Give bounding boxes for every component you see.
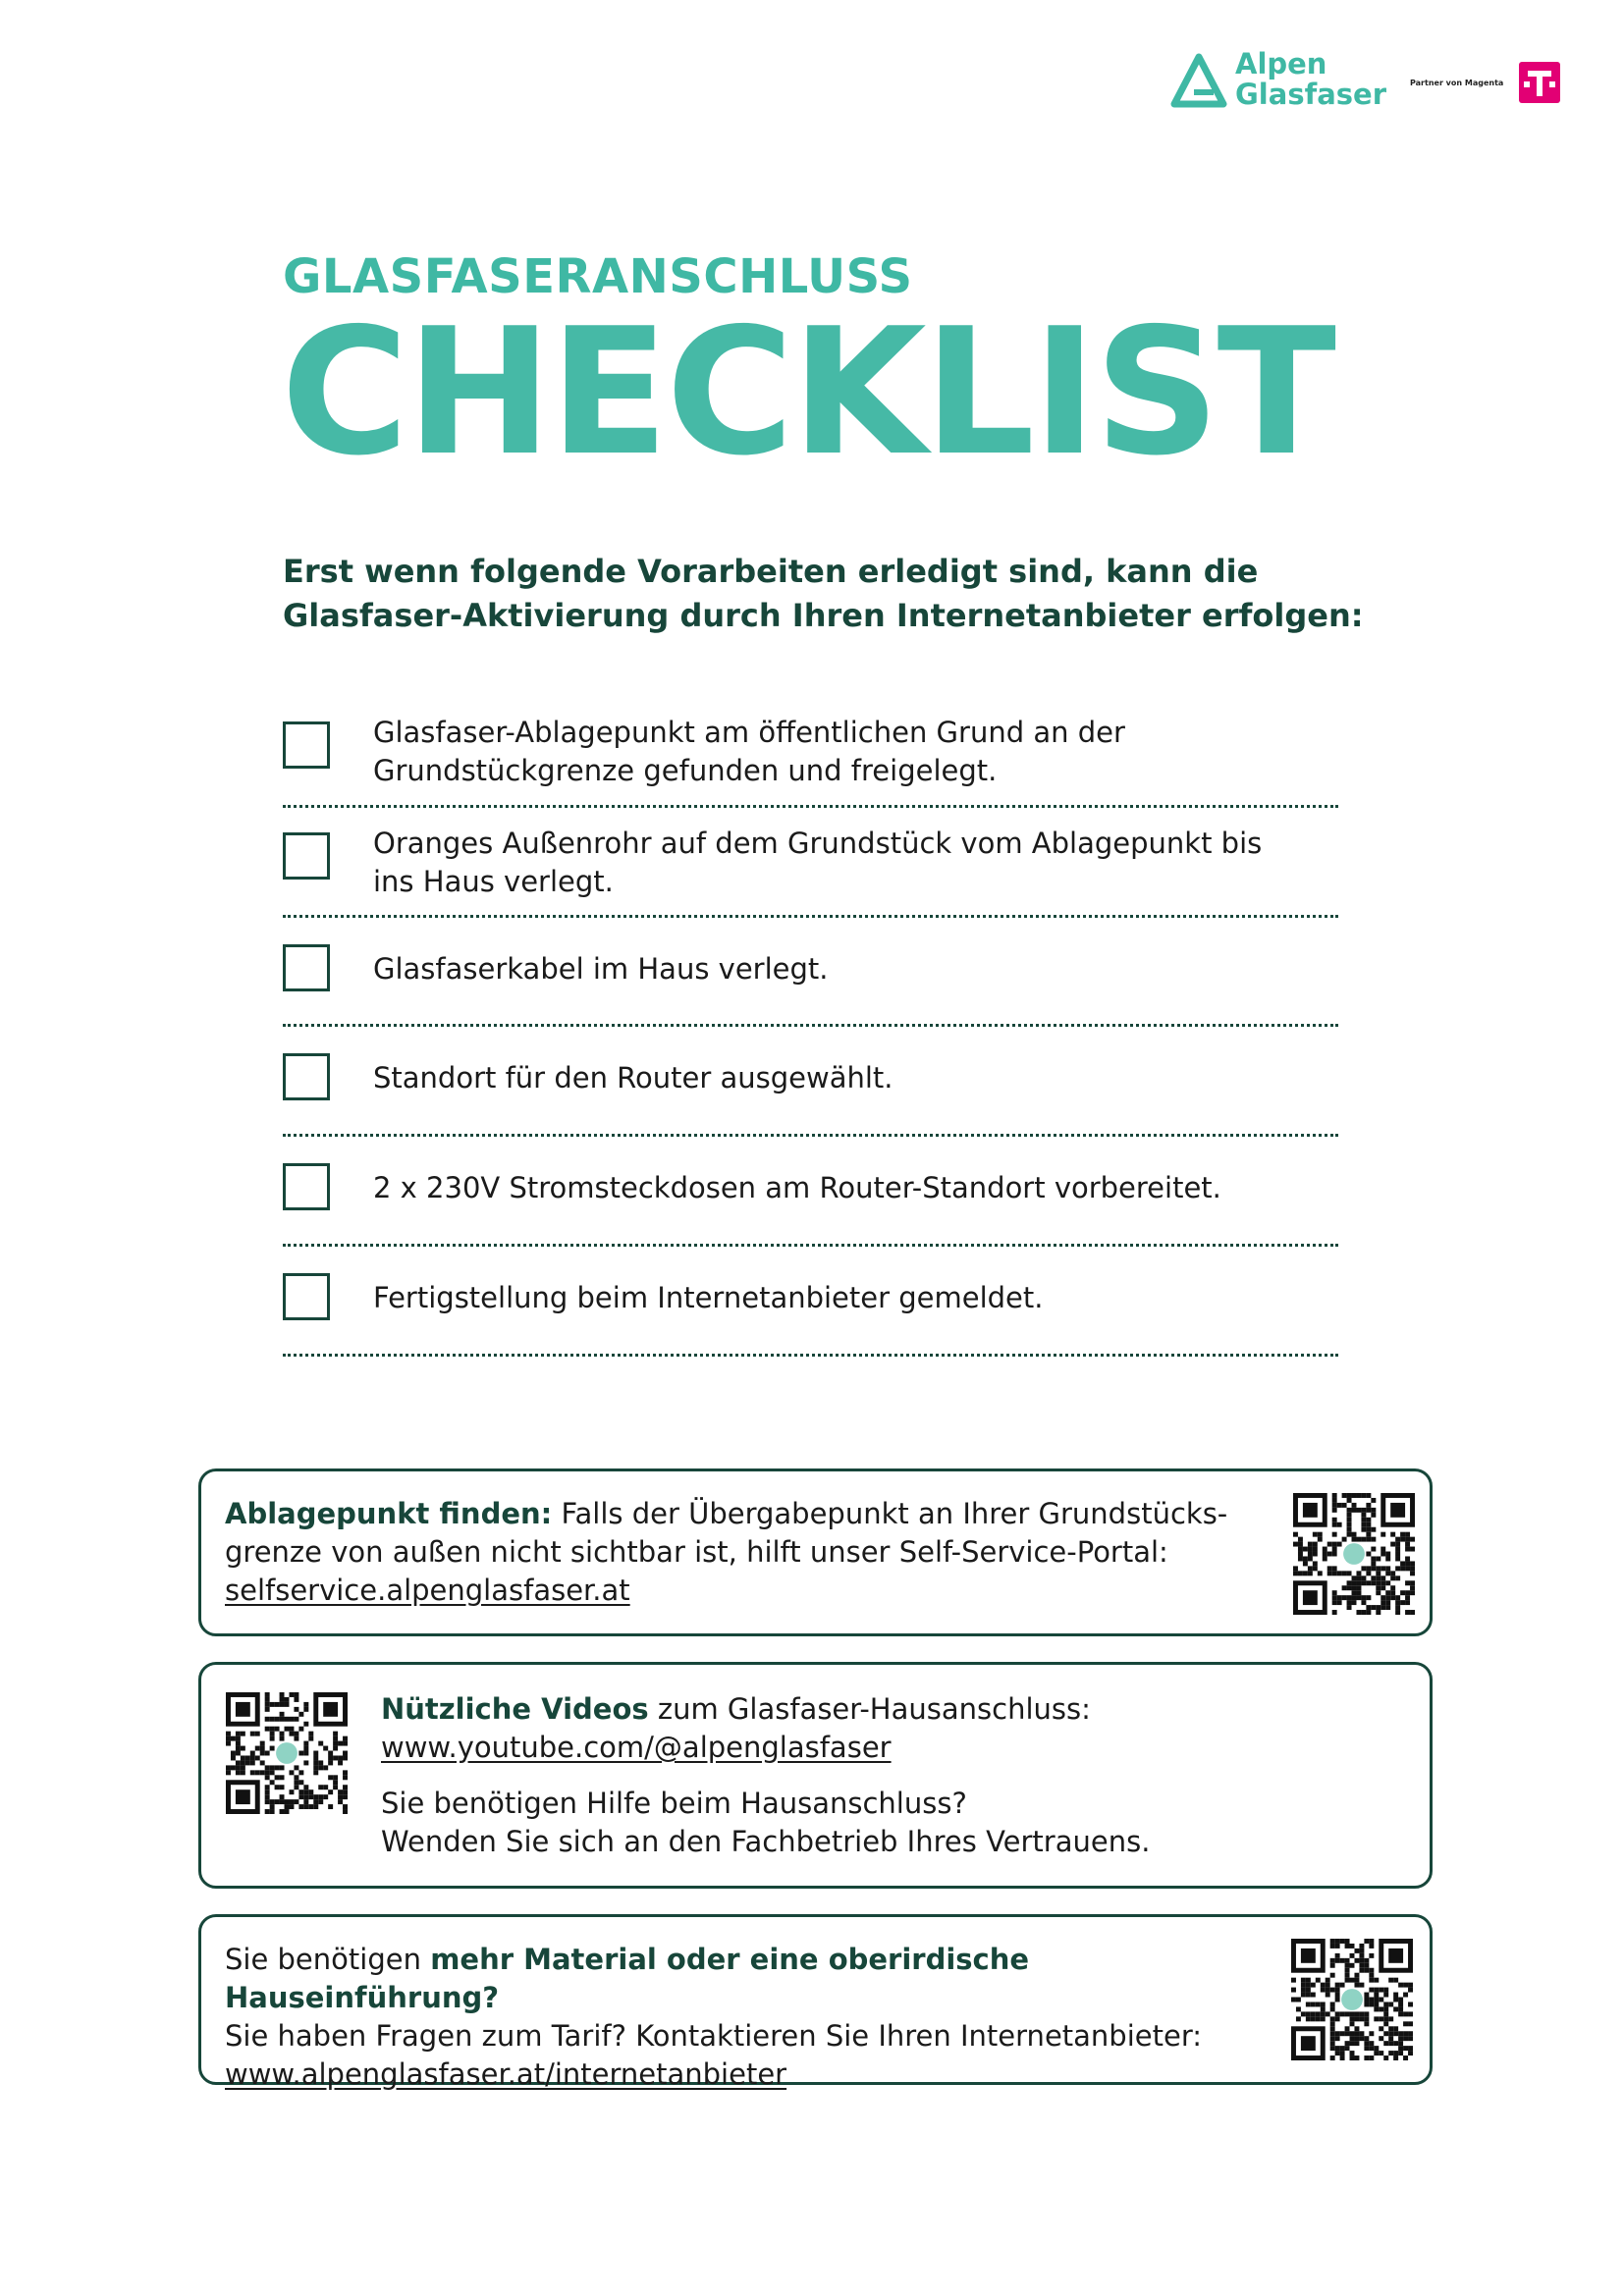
checklist-item	[283, 716, 1338, 798]
info-box-line: Sie benötigen	[225, 1943, 431, 1976]
qr-code-selfservice[interactable]	[1293, 1493, 1415, 1615]
info-box-text	[381, 1690, 1402, 1861]
internetanbieter-link[interactable]: www.alpenglasfaser.at/internetanbieter	[225, 2057, 787, 2091]
info-box-material	[198, 1914, 1433, 2091]
partner-text: Partner von Magenta	[1410, 79, 1504, 87]
checklist-item-text: Glasfaserkabel im Haus verlegt.	[373, 952, 829, 986]
checklist-item-line: Glasfaser-Ablagepunkt am öffentlichen Grund an der	[373, 716, 1125, 749]
info-box-line: Wenden Sie sich an den Fachbetrieb Ihres Vertrauens.	[381, 1825, 1151, 1858]
telekom-t-icon	[1519, 62, 1560, 103]
qr-code-internetanbieter[interactable]	[1291, 1939, 1413, 2060]
checklist-item-text: Fertigstellung beim Internetanbieter gemeldet.	[373, 1281, 1044, 1314]
info-box-line: Sie benötigen Hilfe beim Hausanschluss?	[381, 1787, 967, 1820]
checklist-item-text: 2 x 230V Stromsteckdosen am Router-Standort vorbereitet.	[373, 1171, 1221, 1204]
intro-line-2: Glasfaser-Aktivierung durch Ihren Internetanbieter erfolgen:	[283, 597, 1364, 634]
dotted-divider	[283, 1244, 1338, 1247]
info-box-heading: mehr Material oder eine oberirdische Hauseinführung?	[225, 1943, 1030, 2014]
youtube-link[interactable]: www.youtube.com/@alpenglasfaser	[381, 1731, 892, 1764]
logo-line-1: Alpen	[1235, 47, 1327, 80]
page-title: CHECKLIST	[281, 291, 1334, 494]
info-box-heading: Nützliche Videos	[381, 1692, 649, 1726]
checklist-item-line: Oranges Außenrohr auf dem Grundstück vom Ablagepunkt bis	[373, 827, 1263, 860]
intro-text	[283, 550, 1412, 638]
checkbox[interactable]	[283, 832, 330, 880]
logo-line-2: Glasfaser	[1235, 78, 1386, 111]
checklist-item-text	[373, 825, 1262, 901]
checklist-item	[283, 827, 1338, 909]
info-box-text	[225, 1495, 1266, 1610]
brand-logo-text	[1235, 49, 1386, 110]
info-box-ablagepunkt	[198, 1468, 1433, 1636]
info-box-line: grenze von außen nicht sichtbar ist, hilft unser Self-Service-Portal:	[225, 1535, 1168, 1569]
checkbox[interactable]	[283, 721, 330, 769]
alpen-glasfaser-logo-icon	[1170, 53, 1227, 110]
page-subtitle: GLASFASERANSCHLUSS	[283, 249, 913, 304]
info-box-heading: Ablagepunkt finden:	[225, 1497, 553, 1530]
qr-code-youtube[interactable]	[226, 1692, 348, 1814]
info-box-line: zum Glasfaser-Hausanschluss:	[648, 1692, 1091, 1726]
checklist-item	[283, 1051, 1338, 1110]
checklist-item-text	[373, 714, 1125, 790]
dotted-divider	[283, 805, 1338, 808]
info-box-line: Sie haben Fragen zum Tarif? Kontaktieren Sie Ihren Internetanbieter:	[225, 2019, 1203, 2053]
checklist-item	[283, 1161, 1338, 1220]
dotted-divider	[283, 1024, 1338, 1027]
checklist-item	[283, 942, 1338, 1001]
checklist-item-text: Standort für den Router ausgewählt.	[373, 1061, 893, 1095]
info-box-text	[225, 1941, 1285, 2094]
checkbox[interactable]	[283, 1273, 330, 1320]
dotted-divider	[283, 915, 1338, 918]
checklist-item	[283, 1271, 1338, 1330]
checkbox[interactable]	[283, 944, 330, 991]
intro-line-1: Erst wenn folgende Vorarbeiten erledigt sind, kann die	[283, 553, 1259, 590]
selfservice-link[interactable]: selfservice.alpenglasfaser.at	[225, 1574, 630, 1607]
info-box-videos	[198, 1662, 1433, 1889]
info-box-line: Falls der Übergabepunkt an Ihrer Grundstücks-	[552, 1497, 1228, 1530]
checkbox[interactable]	[283, 1163, 330, 1210]
checkbox[interactable]	[283, 1053, 330, 1100]
checklist-item-line: Grundstückgrenze gefunden und freigelegt.	[373, 754, 998, 787]
dotted-divider	[283, 1134, 1338, 1137]
checklist-item-line: ins Haus verlegt.	[373, 865, 614, 898]
dotted-divider	[283, 1354, 1338, 1357]
